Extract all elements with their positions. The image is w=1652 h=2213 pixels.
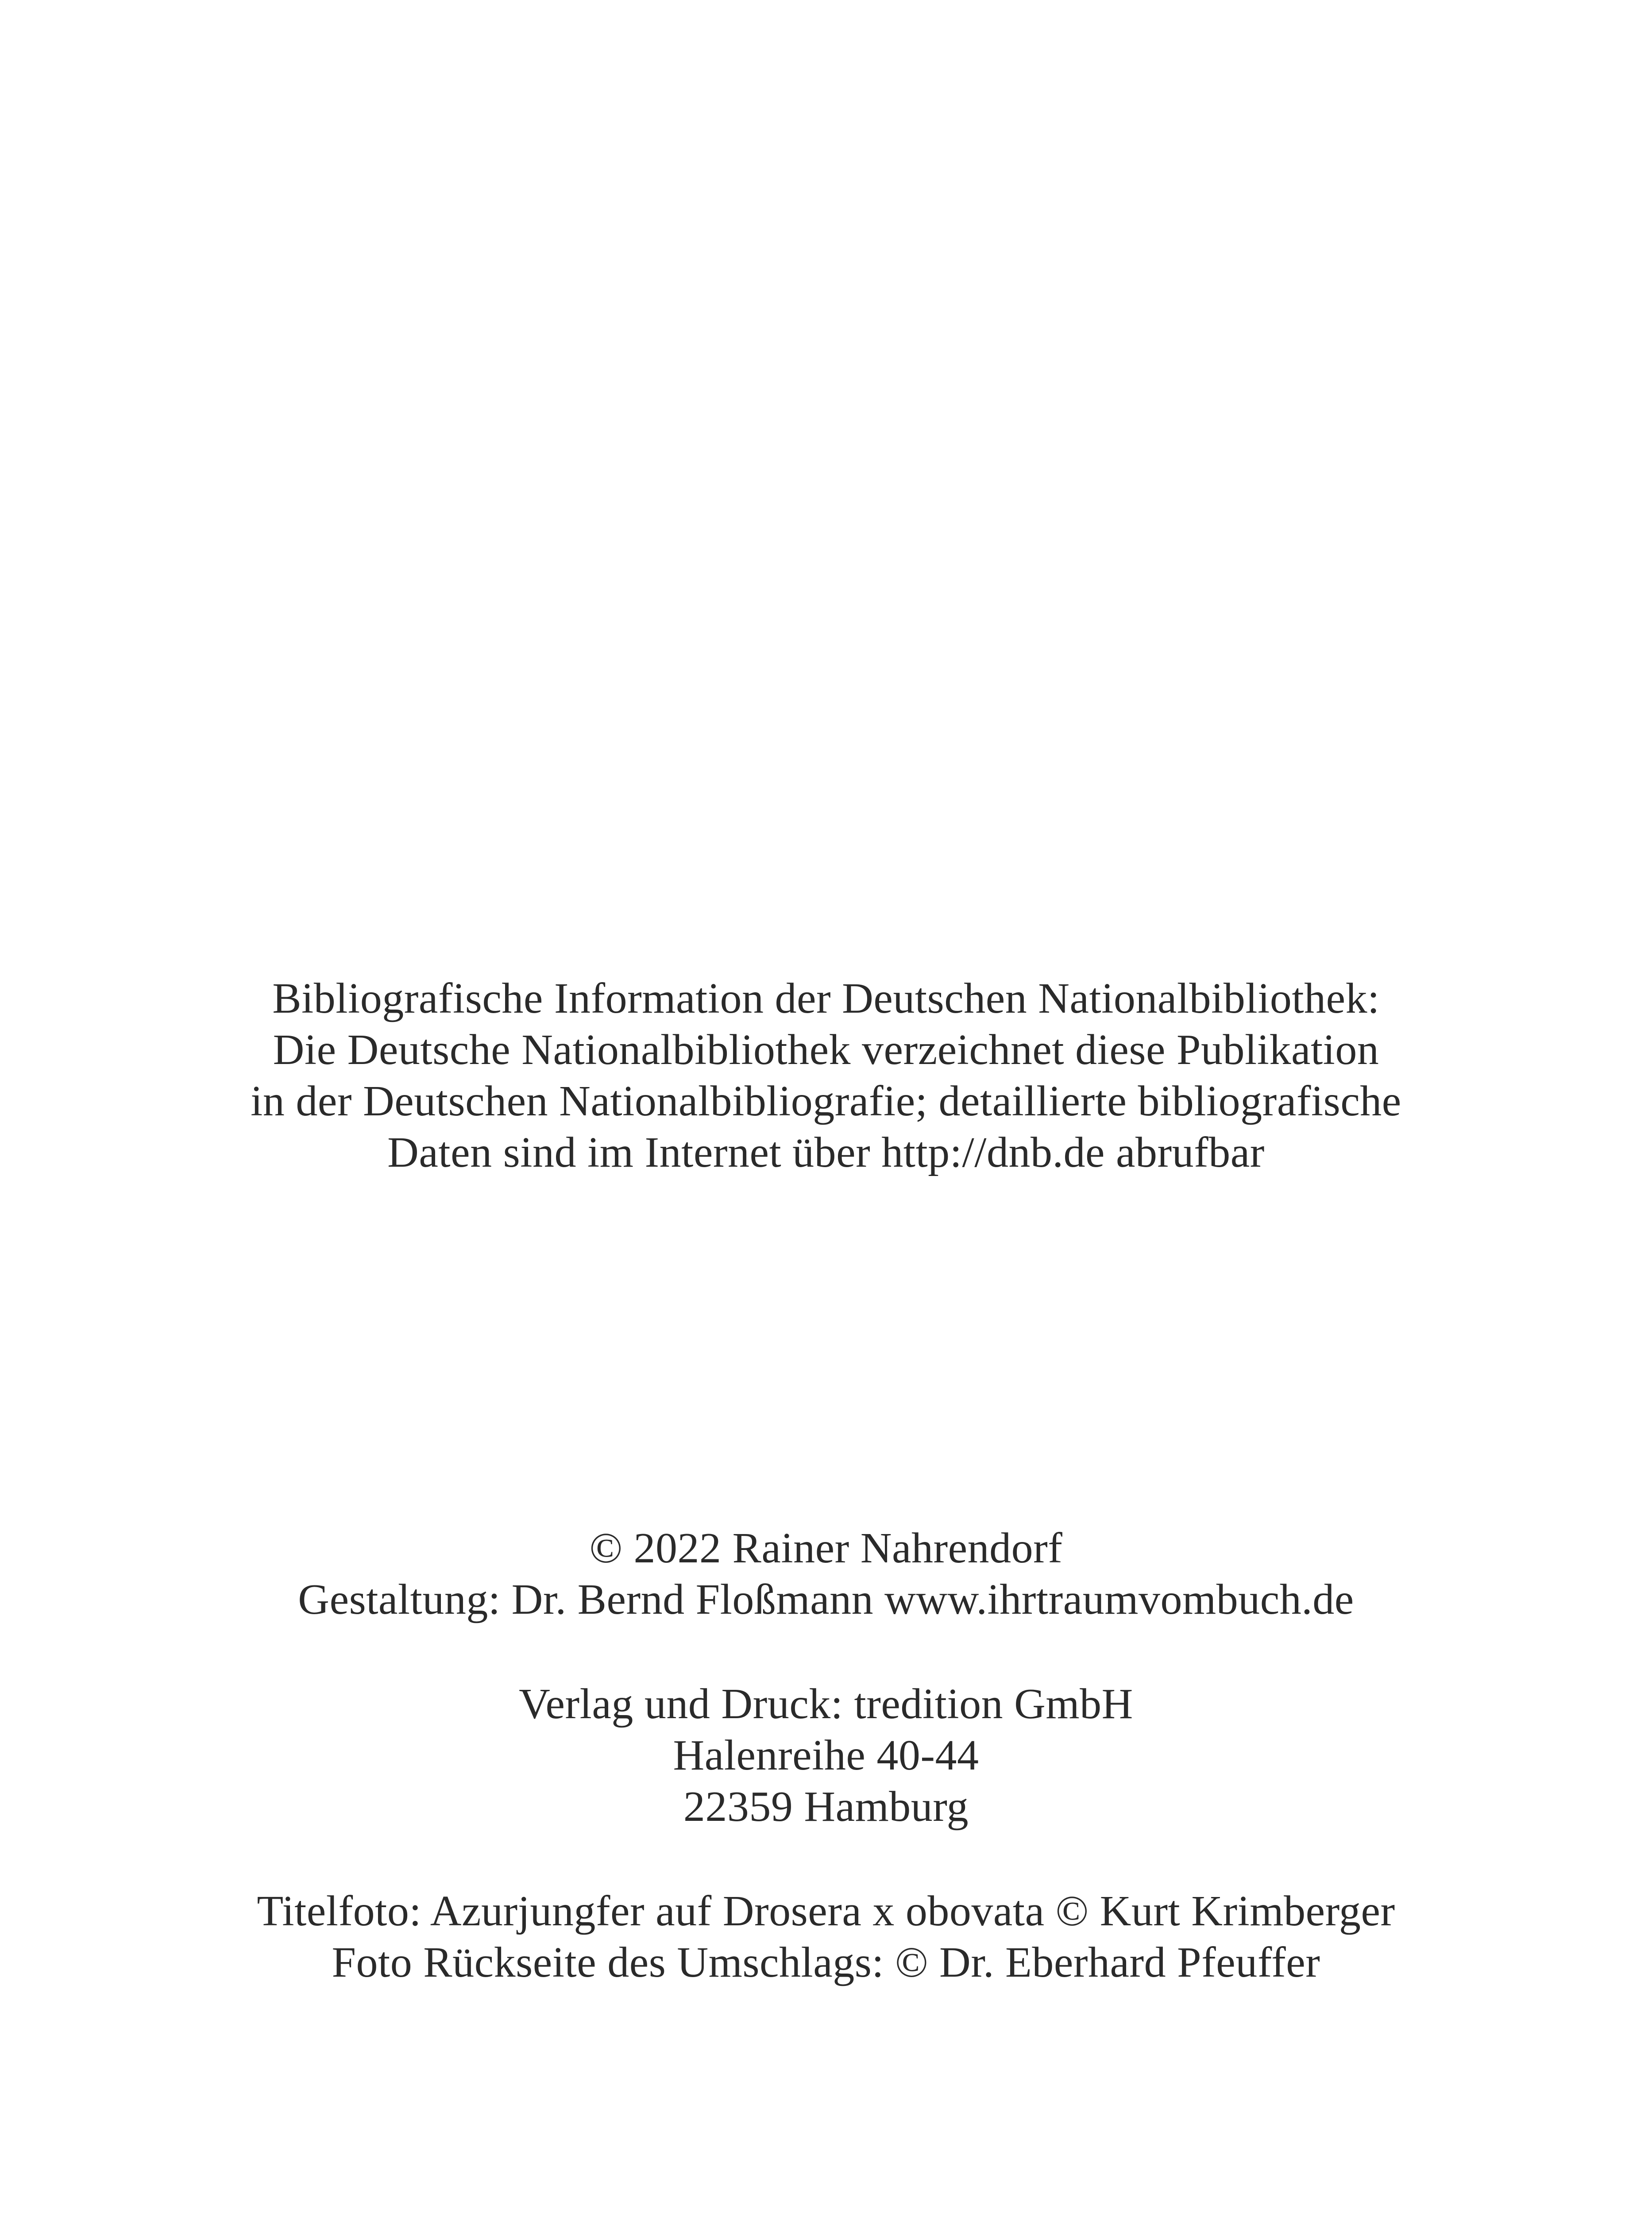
cover-photo-credit: Titelfoto: Azurjungfer auf Drosera x obovata © Kurt Krimberger [257, 1887, 1395, 1935]
publisher-name: Verlag und Druck: tredition GmbH [519, 1680, 1133, 1728]
bib-line-1: Bibliografische Information der Deutschen Nationalbibliothek: [272, 975, 1380, 1022]
publisher-city: 22359 Hamburg [683, 1783, 969, 1831]
bibliographic-information [0, 973, 1652, 1178]
publisher-street: Halenreihe 40-44 [673, 1731, 979, 1779]
bib-line-4: Daten sind im Internet über http://dnb.de abrufbar [387, 1129, 1265, 1176]
copyright-line: © 2022 Rainer Nahrendorf [589, 1524, 1063, 1572]
publisher-address [0, 1678, 1652, 1832]
bib-line-3: in der Deutschen Nationalbibliografie; detaillierte bibliografische [251, 1077, 1401, 1125]
bib-line-2: Die Deutsche Nationalbibliothek verzeichnet diese Publikation [273, 1026, 1379, 1074]
photo-credits [0, 1885, 1652, 1988]
copyright-credits [0, 1523, 1652, 1625]
back-photo-credit: Foto Rückseite des Umschlags: © Dr. Eberhard Pfeuffer [332, 1939, 1320, 1986]
design-credit-line: Gestaltung: Dr. Bernd Floßmann www.ihrtraumvombuch.de [298, 1576, 1354, 1623]
